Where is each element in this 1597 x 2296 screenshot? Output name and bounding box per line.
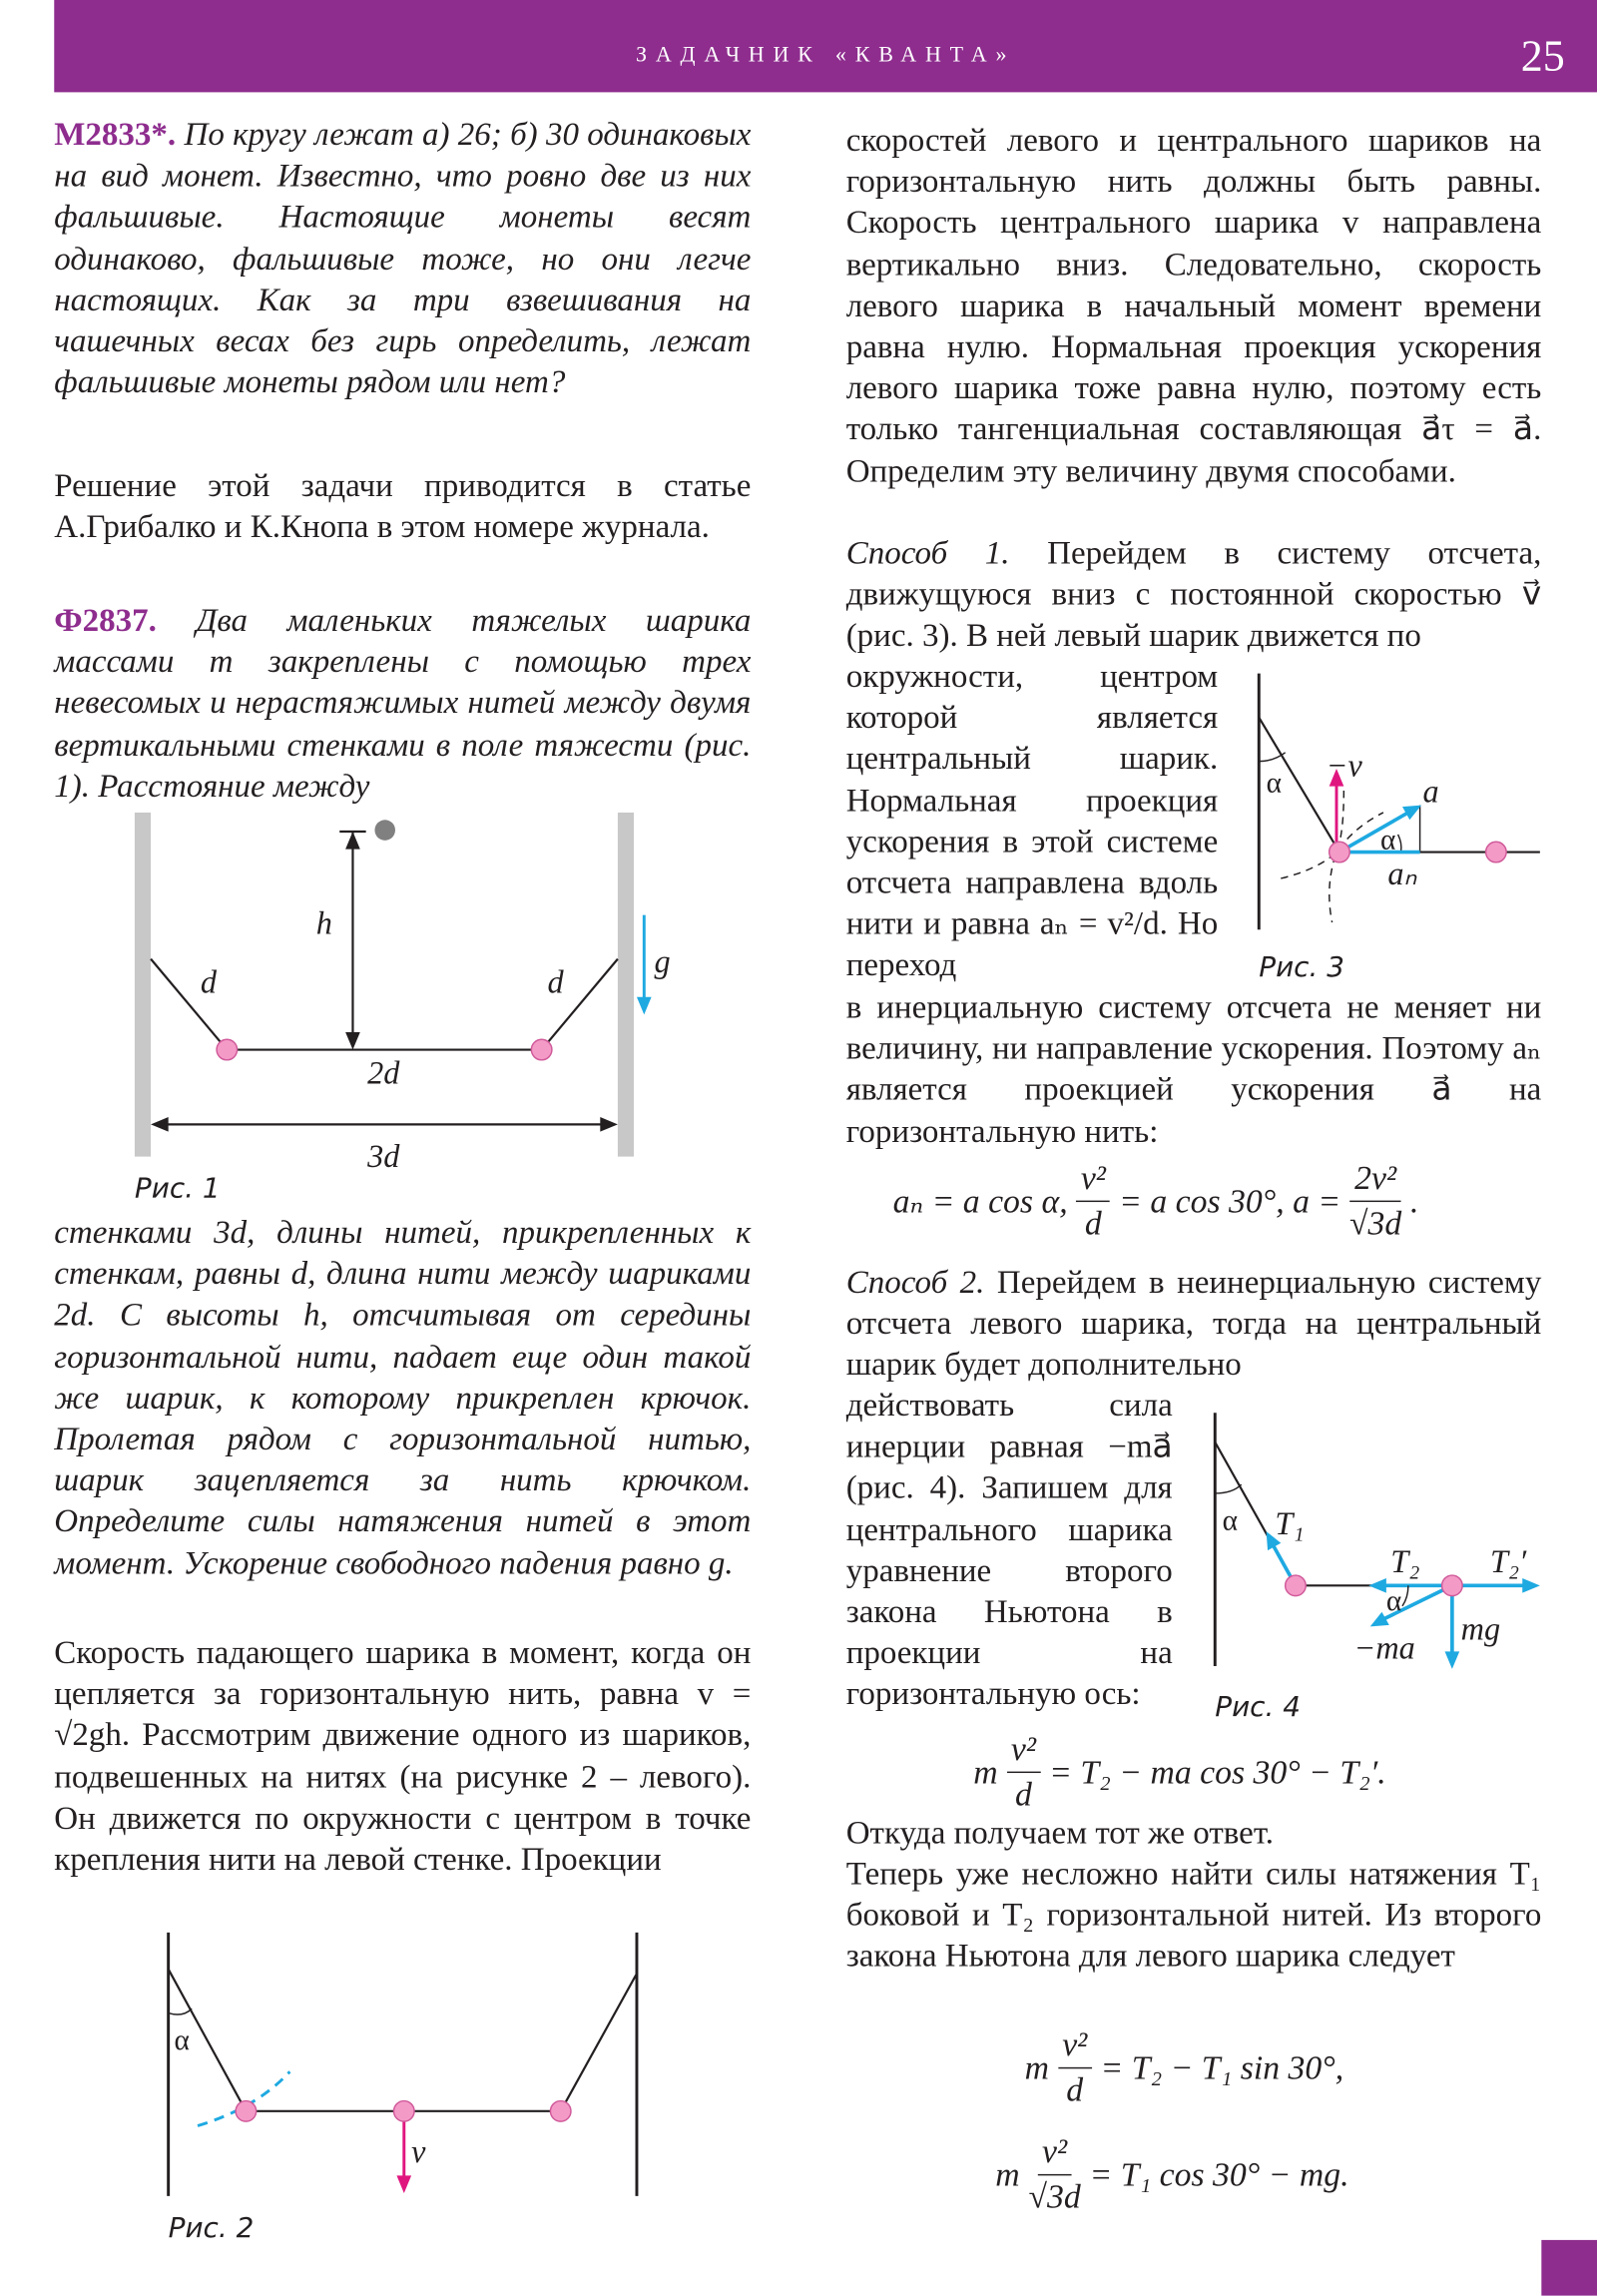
method-2 xyxy=(846,1262,1542,1386)
method-1-wrap: окружности, центром которой является центральный шарик. Нормальная проекция ускорения в этой системе отсчета направлена вдоль нити и равна aₙ = v²/d. Но переход xyxy=(845,657,1219,983)
label-a: a xyxy=(1422,773,1439,810)
solution-note: Решение этой задачи приводится в статье А.Грибалко и К.Кнопа в этом номере журнала. xyxy=(54,466,752,545)
formula-part: = a cos 30°, a = xyxy=(1119,1182,1341,1219)
figure-caption: Рис. 4 xyxy=(1215,1689,1301,1723)
fraction xyxy=(1058,2023,1092,2112)
method-1-continued: в инерциальную систему отсчета не меняет ни величину, ни направление ускорения. Поэтому aₙ является проекцией ускорения a⃗ на горизонтальную нить: xyxy=(845,987,1542,1149)
label-minus-ma: −ma xyxy=(1353,1629,1415,1666)
label-mg: mg xyxy=(1460,1610,1501,1647)
formula-part: m xyxy=(1024,2048,1050,2086)
method-text: Перейдем в систему отсчета, движущуюся вниз с постоянной скоростью v⃗ (рис. 3). В ней левый шарик движется по xyxy=(845,534,1542,654)
problem-label: М2833*. xyxy=(54,115,177,153)
problem-label: Ф2837. xyxy=(54,601,157,639)
method-2-wrap: действовать сила инерции равная −ma⃗ (рис. 4). Запишем для центрального шарика уравнение второго закона Ньютона в проекции на горизонтальную ось: xyxy=(845,1386,1173,1713)
label-alpha: α xyxy=(1266,767,1282,800)
problem-text: Два маленьких тяжелых шарика массами m закреплены с помощью трех невесомых и нерастяжимых нитей между двумя вертикальными стенками в поле тяжести (рис. 1). Расстояние между xyxy=(54,601,752,804)
label-alpha: α xyxy=(174,2024,190,2057)
denominator: d xyxy=(1066,2071,1084,2108)
problem-text: По кругу лежат а) 26; б) 30 одинаковых на вид монет. Известно, что ровно две из них фальшивые. Настоящие монеты весят одинаково, фальшивые тоже, но они легче настоящих. Как за три взвешивания на чашечных весах без гирь определить, лежат фальшивые монеты рядом или нет? xyxy=(54,115,752,400)
formula-3 xyxy=(1025,2023,1344,2112)
paragraph-projection: скоростей левого и центрального шариков на горизонтальную нить должны быть равны. Скорость центрального шарика v направлена вертикально вниз. Следовательно, скорость левого шарика в начальный момент времени равна нулю. Нормальная проекция ускорения левого шарика тоже равна нулю, поэтому есть только тангенциальная составляющая a⃗τ = a⃗. Определим эту величину двумя способами. xyxy=(845,121,1542,489)
figure-caption: Рис. 2 xyxy=(168,2210,255,2244)
formula-part: m xyxy=(995,2155,1020,2193)
label-alpha-2: α xyxy=(1385,1585,1402,1618)
formula-part: = T₂ − T₁ sin 30°, xyxy=(1100,2048,1344,2086)
page-number: 25 xyxy=(1520,32,1565,81)
formula-4 xyxy=(995,2130,1348,2219)
same-answer: Откуда получаем тот же ответ. xyxy=(845,1814,1275,1851)
label-3d: 3d xyxy=(367,1137,400,1174)
formula-part: m xyxy=(973,1753,998,1790)
problem-m2833 xyxy=(54,114,751,403)
figure-caption: Рис. 1 xyxy=(134,1171,221,1205)
numerator: v² xyxy=(1076,1157,1110,1202)
label-d-right: d xyxy=(547,963,564,1000)
numerator: v² xyxy=(1006,1728,1040,1773)
fraction xyxy=(1349,1157,1401,1246)
section-title: ЗАДАЧНИК «КВАНТА» xyxy=(636,43,1016,68)
fraction xyxy=(1028,2130,1080,2219)
label-minus-v: −v xyxy=(1326,747,1362,784)
label-h: h xyxy=(315,904,332,941)
fraction xyxy=(1076,1157,1110,1246)
label-t2-prime: T₂′ xyxy=(1489,1543,1527,1580)
problem-f2837-continued: стенками 3d, длины нитей, прикрепленных к стенкам, равны d, длина нити между шариками 2d. С высоты h, отсчитывая от середины горизонтальной нити, падает еще один такой же шарик, к которому прикреплен крючок. Пролетая рядом с горизонтальной нитью, шарик зацепляется за нить крючком. Определите силы натяжения нитей в этот момент. Ускорение свободного падения равно g. xyxy=(54,1213,752,1581)
method-label: Способ 2. xyxy=(845,1263,985,1301)
label-g: g xyxy=(654,942,671,979)
formula-part: aₙ = a cos α, xyxy=(892,1182,1068,1219)
denominator: d xyxy=(1014,1775,1032,1813)
formula-part: = T₂ − ma cos 30° − T₂′. xyxy=(1049,1753,1386,1790)
numerator: v² xyxy=(1058,2023,1092,2068)
header-bar xyxy=(54,0,1597,92)
numerator: v² xyxy=(1038,2130,1072,2175)
figure-caption: Рис. 3 xyxy=(1259,950,1344,984)
label-v: v xyxy=(411,2133,426,2170)
formula-part: = T₁ cos 30° − mg. xyxy=(1089,2155,1349,2193)
label-alpha-2: α xyxy=(1380,824,1396,857)
formula-1 xyxy=(893,1157,1419,1246)
final-paragraph: Теперь уже несложно найти силы натяжения T₁ боковой и T₂ горизонтальной нитей. Из второго закона Ньютона для левого шарика следует xyxy=(845,1855,1542,1975)
solution-paragraph: Скорость падающего шарика в момент, когда он цепляется за горизонтальную нить, равна v = √2gh. Рассмотрим движение одного из шариков, подвешенных на нитях (на рисунке 2 – левого). Он движется по окружности с центром в точке крепления нити на левой стенке. Проекции xyxy=(54,1633,752,1878)
label-2d: 2d xyxy=(367,1054,400,1091)
label-t2: T₂ xyxy=(1390,1543,1420,1580)
fraction xyxy=(1006,1728,1040,1817)
corner-marker xyxy=(1541,2240,1597,2296)
formula-part: . xyxy=(1410,1182,1419,1219)
label-alpha: α xyxy=(1222,1504,1238,1537)
label-t1: T₁ xyxy=(1275,1504,1305,1541)
denominator: √3d xyxy=(1028,2178,1081,2215)
method-1 xyxy=(846,533,1542,657)
denominator: √3d xyxy=(1348,1205,1402,1242)
numerator: 2v² xyxy=(1350,1157,1401,1202)
formula-2 xyxy=(973,1728,1385,1817)
method-label: Способ 1. xyxy=(845,534,1010,571)
label-a-n: aₙ xyxy=(1387,855,1417,891)
problem-f2837 xyxy=(54,600,751,807)
label-d-left: d xyxy=(200,963,218,1000)
denominator: d xyxy=(1084,1205,1102,1242)
method-text: Перейдем в неинерциальную систему отсчета левого шарика, тогда на центральный шарик будет дополнительно xyxy=(845,1263,1542,1384)
